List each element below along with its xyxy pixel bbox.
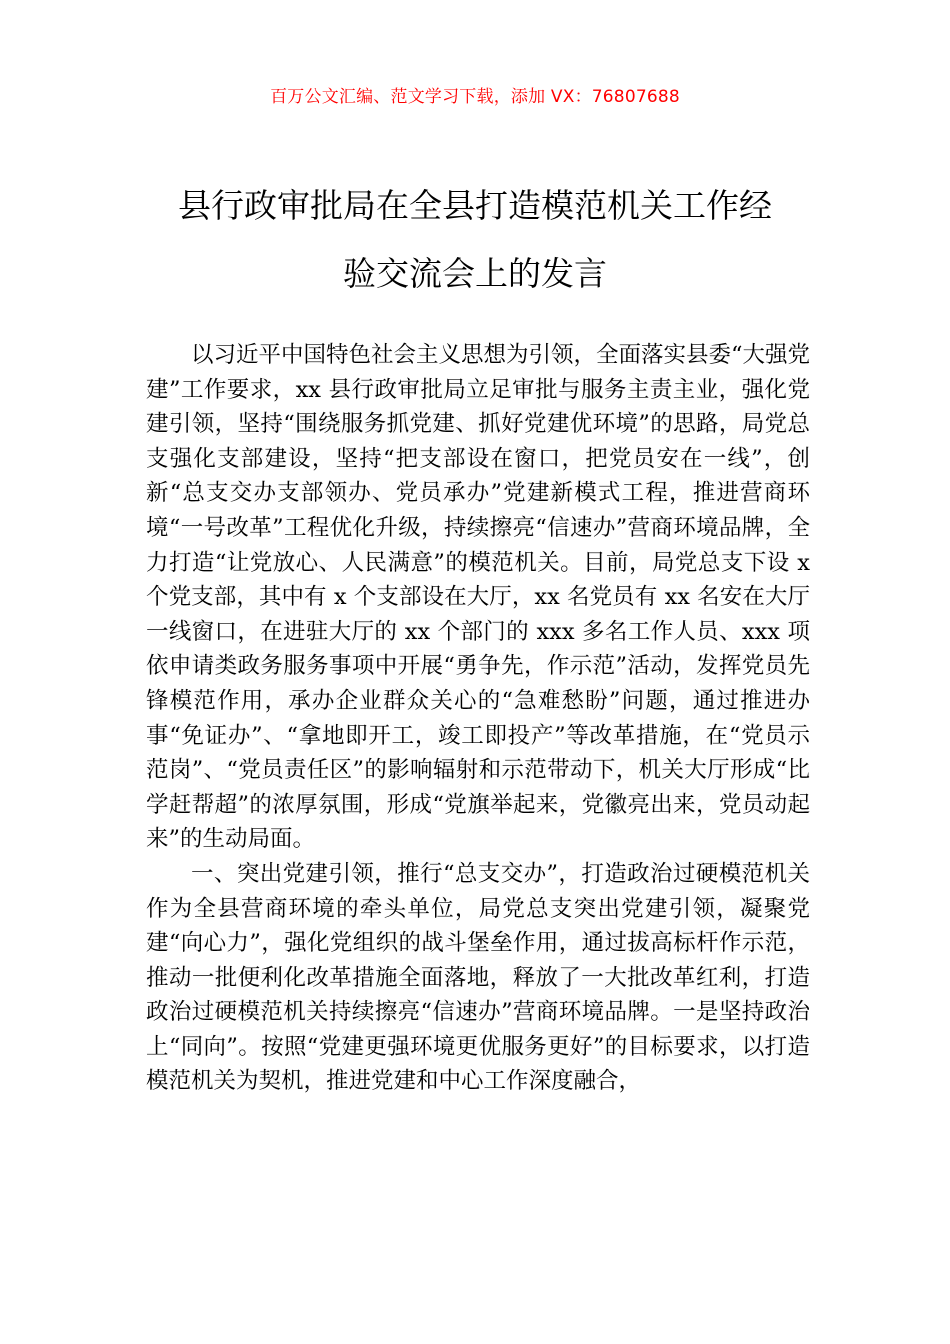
title-line-2: 验交流会上的发言 xyxy=(343,254,607,293)
header-note: 百万公文汇编、范文学习下载，添加 VX：76807688 xyxy=(270,87,680,107)
paragraph-intro: 以习近平中国特色社会主义思想为引领，全面落实县委“大强党建”工作要求，xx 县行政审批局立足审批与服务主责主业，强化党建引领，坚持“围绕服务抓党建、抓好党建优环境”的思路，局党总支强化支部建设，坚持“把支部设在窗口，把党员安在一线”，创新“总支交办支部领办、党员承办”党建新模式工程，推进营商环境“一号改革”工程优化升级，持续擦亮“信速办”营商环境品牌，全力打造“让党放心、人民满意”的模范机关。目前，局党总支下设 x 个党支部，其中有 x 个支部设在大厅，xx 名党员有 xx 名安在大厅一线窗口，在进驻大厅的 xx 个部门的 xxx 多名工作人员、xxx 项依申请类政务服务事项中开展“勇争先，作示范”活动，发挥党员先锋模范作用，承办企业群众关心的“急难愁盼”问题，通过推进办事“免证办”、“拿地即开工，竣工即投产”等改革措施，在“党员示范岗”、“党员责任区”的影响辐射和示范带动下，机关大厅形成“比学赶帮超”的浓厚氛围，形成“党旗举起来，党徽亮出来，党员动起来”的生动局面。 xyxy=(146,342,811,853)
title-line-1: 县行政审批局在全县打造模范机关工作经 xyxy=(178,186,772,225)
document-title xyxy=(120,172,830,308)
document-body xyxy=(146,338,810,1099)
paragraph-section-1: 一、突出党建引领，推行“总支交办”，打造政治过硬模范机关作为全县营商环境的牵头单位，局党总支突出党建引领，凝聚党建“向心力”，强化党组织的战斗堡垒作用，通过拔高标杆作示范，推动一批便利化改革措施全面落地，释放了一大批改革红利，打造政治过硬模范机关持续擦亮“信速办”营商环境品牌。一是坚持政治上“同向”。按照“党建更强环境更优服务更好”的目标要求，以打造模范机关为契机，推进党建和中心工作深度融合， xyxy=(146,860,810,1095)
